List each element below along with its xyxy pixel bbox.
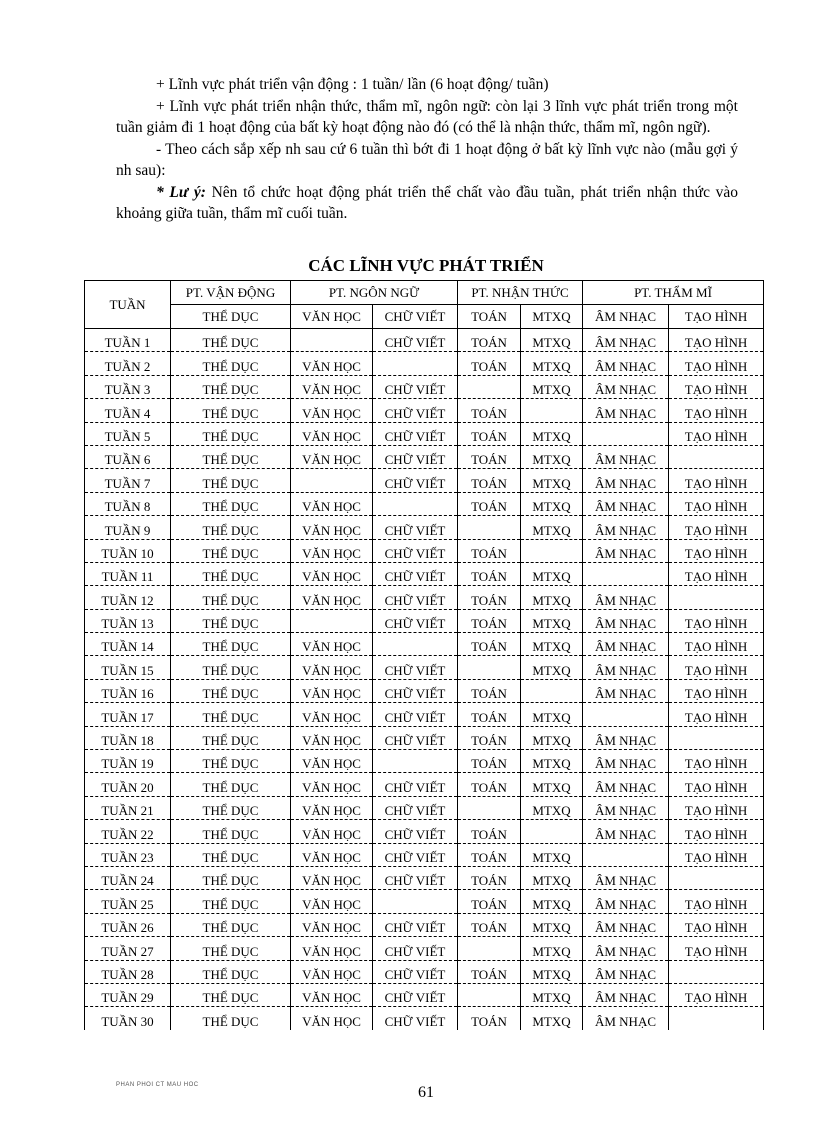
tao-hinh-cell: TẠO HÌNH	[669, 679, 764, 702]
am-nhac-cell: ÂM NHẠC	[583, 399, 669, 422]
table-row	[85, 773, 764, 796]
table-row	[85, 726, 764, 749]
mtxq-cell: MTXQ	[521, 937, 583, 960]
am-nhac-cell: ÂM NHẠC	[583, 469, 669, 492]
the-duc-cell: THỂ DỤC	[171, 703, 291, 726]
mtxq-cell: MTXQ	[521, 609, 583, 632]
chu-viet-cell	[373, 750, 458, 773]
van-hoc-cell: VĂN HỌC	[291, 750, 373, 773]
the-duc-cell: THỂ DỤC	[171, 1007, 291, 1030]
tao-hinh-cell: TẠO HÌNH	[669, 562, 764, 585]
mtxq-cell: MTXQ	[521, 843, 583, 866]
table-row	[85, 445, 764, 468]
chu-viet-cell: CHỮ VIẾT	[373, 656, 458, 679]
the-duc-cell: THỂ DỤC	[171, 726, 291, 749]
the-duc-cell: THỂ DỤC	[171, 913, 291, 936]
tao-hinh-cell: TẠO HÌNH	[669, 913, 764, 936]
header-the-duc: THỂ DỤC	[171, 305, 291, 329]
toan-cell: TOÁN	[458, 586, 521, 609]
chu-viet-cell: CHỮ VIẾT	[373, 562, 458, 585]
the-duc-cell: THỂ DỤC	[171, 960, 291, 983]
van-hoc-cell: VĂN HỌC	[291, 492, 373, 515]
table-header	[85, 281, 764, 329]
van-hoc-cell: VĂN HỌC	[291, 539, 373, 562]
toan-cell	[458, 796, 521, 819]
note-label: * Lư ý:	[156, 183, 206, 201]
intro-line-nhan-thuc: + Lĩnh vực phát triển nhận thức, thẩm mĩ, ngôn ngữ: còn lại 3 lĩnh vực phát triển trong một tuần giảm đi 1 hoạt động của bất kỳ hoạt động nào đó (có thể là nhận thức, thẩm mĩ, ngôn ngữ).	[116, 97, 738, 136]
am-nhac-cell: ÂM NHẠC	[583, 492, 669, 515]
week-cell: TUẦN 6	[85, 445, 171, 468]
van-hoc-cell: VĂN HỌC	[291, 445, 373, 468]
chu-viet-cell: CHỮ VIẾT	[373, 586, 458, 609]
van-hoc-cell: VĂN HỌC	[291, 983, 373, 1006]
van-hoc-cell: VĂN HỌC	[291, 399, 373, 422]
header-group-row	[85, 281, 764, 305]
the-duc-cell: THỂ DỤC	[171, 422, 291, 445]
table-body	[85, 329, 764, 1030]
table-row	[85, 399, 764, 422]
mtxq-cell: MTXQ	[521, 726, 583, 749]
toan-cell: TOÁN	[458, 726, 521, 749]
the-duc-cell: THỂ DỤC	[171, 492, 291, 515]
chu-viet-cell: CHỮ VIẾT	[373, 796, 458, 819]
am-nhac-cell	[583, 703, 669, 726]
toan-cell: TOÁN	[458, 679, 521, 702]
mtxq-cell: MTXQ	[521, 329, 583, 352]
note-text: Nên tổ chức hoạt động phát triển thể chất vào đầu tuần, phát triển nhận thức vào khoảng giữa tuần, thẩm mĩ cuối tuần.	[116, 183, 739, 222]
am-nhac-cell: ÂM NHẠC	[583, 726, 669, 749]
week-cell: TUẦN 5	[85, 422, 171, 445]
am-nhac-cell: ÂM NHẠC	[583, 983, 669, 1006]
table-row	[85, 820, 764, 843]
the-duc-cell: THỂ DỤC	[171, 866, 291, 889]
mtxq-cell: MTXQ	[521, 796, 583, 819]
chu-viet-cell: CHỮ VIẾT	[373, 445, 458, 468]
the-duc-cell: THỂ DỤC	[171, 796, 291, 819]
am-nhac-cell: ÂM NHẠC	[583, 796, 669, 819]
toan-cell: TOÁN	[458, 703, 521, 726]
week-cell: TUẦN 22	[85, 820, 171, 843]
header-toan: TOÁN	[458, 305, 521, 329]
header-group-tham-mi: PT. THẨM MĨ	[583, 281, 764, 305]
mtxq-cell: MTXQ	[521, 375, 583, 398]
van-hoc-cell: VĂN HỌC	[291, 633, 373, 656]
am-nhac-cell: ÂM NHẠC	[583, 539, 669, 562]
table-row	[85, 422, 764, 445]
chu-viet-cell: CHỮ VIẾT	[373, 469, 458, 492]
week-cell: TUẦN 2	[85, 352, 171, 375]
the-duc-cell: THỂ DỤC	[171, 375, 291, 398]
tao-hinh-cell	[669, 445, 764, 468]
week-cell: TUẦN 29	[85, 983, 171, 1006]
table-row	[85, 679, 764, 702]
tao-hinh-cell: TẠO HÌNH	[669, 820, 764, 843]
chu-viet-cell	[373, 633, 458, 656]
van-hoc-cell: VĂN HỌC	[291, 422, 373, 445]
chu-viet-cell: CHỮ VIẾT	[373, 609, 458, 632]
am-nhac-cell	[583, 422, 669, 445]
mtxq-cell: MTXQ	[521, 913, 583, 936]
van-hoc-cell: VĂN HỌC	[291, 516, 373, 539]
the-duc-cell: THỂ DỤC	[171, 983, 291, 1006]
the-duc-cell: THỂ DỤC	[171, 445, 291, 468]
van-hoc-cell: VĂN HỌC	[291, 843, 373, 866]
week-cell: TUẦN 8	[85, 492, 171, 515]
tao-hinh-cell: TẠO HÌNH	[669, 890, 764, 913]
schedule-table	[84, 280, 764, 1030]
van-hoc-cell: VĂN HỌC	[291, 562, 373, 585]
chu-viet-cell: CHỮ VIẾT	[373, 516, 458, 539]
tao-hinh-cell: TẠO HÌNH	[669, 796, 764, 819]
van-hoc-cell	[291, 469, 373, 492]
header-am-nhac: ÂM NHẠC	[583, 305, 669, 329]
van-hoc-cell	[291, 609, 373, 632]
am-nhac-cell: ÂM NHẠC	[583, 960, 669, 983]
table-row	[85, 539, 764, 562]
tao-hinh-cell: TẠO HÌNH	[669, 656, 764, 679]
the-duc-cell: THỂ DỤC	[171, 773, 291, 796]
van-hoc-cell: VĂN HỌC	[291, 937, 373, 960]
tao-hinh-cell: TẠO HÌNH	[669, 633, 764, 656]
toan-cell: TOÁN	[458, 1007, 521, 1030]
van-hoc-cell: VĂN HỌC	[291, 679, 373, 702]
van-hoc-cell: VĂN HỌC	[291, 913, 373, 936]
am-nhac-cell: ÂM NHẠC	[583, 773, 669, 796]
header-group-nhan-thuc: PT. NHẬN THỨC	[458, 281, 583, 305]
the-duc-cell: THỂ DỤC	[171, 656, 291, 679]
am-nhac-cell: ÂM NHẠC	[583, 375, 669, 398]
the-duc-cell: THỂ DỤC	[171, 352, 291, 375]
tao-hinh-cell: TẠO HÌNH	[669, 329, 764, 352]
footer-mark: PHAN PHOI CT MAU HOC	[116, 1082, 199, 1088]
tao-hinh-cell: TẠO HÌNH	[669, 422, 764, 445]
toan-cell: TOÁN	[458, 422, 521, 445]
am-nhac-cell: ÂM NHẠC	[583, 586, 669, 609]
am-nhac-cell: ÂM NHẠC	[583, 890, 669, 913]
table-row	[85, 750, 764, 773]
mtxq-cell: MTXQ	[521, 445, 583, 468]
mtxq-cell: MTXQ	[521, 562, 583, 585]
the-duc-cell: THỂ DỤC	[171, 329, 291, 352]
the-duc-cell: THỂ DỤC	[171, 843, 291, 866]
van-hoc-cell: VĂN HỌC	[291, 352, 373, 375]
toan-cell: TOÁN	[458, 539, 521, 562]
table-row	[85, 469, 764, 492]
am-nhac-cell: ÂM NHẠC	[583, 352, 669, 375]
tao-hinh-cell: TẠO HÌNH	[669, 703, 764, 726]
van-hoc-cell: VĂN HỌC	[291, 866, 373, 889]
am-nhac-cell: ÂM NHẠC	[583, 609, 669, 632]
week-cell: TUẦN 10	[85, 539, 171, 562]
chu-viet-cell: CHỮ VIẾT	[373, 866, 458, 889]
toan-cell: TOÁN	[458, 352, 521, 375]
toan-cell: TOÁN	[458, 773, 521, 796]
chu-viet-cell: CHỮ VIẾT	[373, 539, 458, 562]
toan-cell: TOÁN	[458, 890, 521, 913]
the-duc-cell: THỂ DỤC	[171, 609, 291, 632]
tao-hinh-cell: TẠO HÌNH	[669, 937, 764, 960]
the-duc-cell: THỂ DỤC	[171, 633, 291, 656]
the-duc-cell: THỂ DỤC	[171, 562, 291, 585]
mtxq-cell: MTXQ	[521, 586, 583, 609]
tao-hinh-cell: TẠO HÌNH	[669, 352, 764, 375]
table-row	[85, 796, 764, 819]
week-cell: TUẦN 20	[85, 773, 171, 796]
toan-cell: TOÁN	[458, 609, 521, 632]
week-cell: TUẦN 1	[85, 329, 171, 352]
chu-viet-cell: CHỮ VIẾT	[373, 703, 458, 726]
week-cell: TUẦN 13	[85, 609, 171, 632]
chu-viet-cell: CHỮ VIẾT	[373, 983, 458, 1006]
week-cell: TUẦN 3	[85, 375, 171, 398]
mtxq-cell: MTXQ	[521, 960, 583, 983]
mtxq-cell: MTXQ	[521, 656, 583, 679]
tao-hinh-cell: TẠO HÌNH	[669, 843, 764, 866]
the-duc-cell: THỂ DỤC	[171, 516, 291, 539]
header-sub-row	[85, 305, 764, 329]
intro-line-sap-xep: - Theo cách sắp xếp nh sau cứ 6 tuần thì bớt đi 1 hoạt động ở bất kỳ lĩnh vực nào (mẫu gợi ý nh sau):	[116, 140, 738, 179]
toan-cell	[458, 516, 521, 539]
chu-viet-cell: CHỮ VIẾT	[373, 937, 458, 960]
toan-cell	[458, 937, 521, 960]
header-mtxq: MTXQ	[521, 305, 583, 329]
tao-hinh-cell: TẠO HÌNH	[669, 609, 764, 632]
page-number: 61	[418, 1084, 434, 1101]
mtxq-cell: MTXQ	[521, 866, 583, 889]
toan-cell: TOÁN	[458, 820, 521, 843]
table-row	[85, 375, 764, 398]
week-cell: TUẦN 27	[85, 937, 171, 960]
mtxq-cell: MTXQ	[521, 422, 583, 445]
table-row	[85, 329, 764, 352]
header-van-hoc: VĂN HỌC	[291, 305, 373, 329]
toan-cell: TOÁN	[458, 960, 521, 983]
header-week: TUẦN	[85, 281, 171, 329]
mtxq-cell: MTXQ	[521, 750, 583, 773]
toan-cell: TOÁN	[458, 633, 521, 656]
chu-viet-cell	[373, 352, 458, 375]
header-group-van-dong: PT. VẬN ĐỘNG	[171, 281, 291, 305]
am-nhac-cell: ÂM NHẠC	[583, 656, 669, 679]
van-hoc-cell: VĂN HỌC	[291, 796, 373, 819]
van-hoc-cell: VĂN HỌC	[291, 820, 373, 843]
toan-cell: TOÁN	[458, 913, 521, 936]
the-duc-cell: THỂ DỤC	[171, 679, 291, 702]
week-cell: TUẦN 23	[85, 843, 171, 866]
the-duc-cell: THỂ DỤC	[171, 539, 291, 562]
chu-viet-cell: CHỮ VIẾT	[373, 422, 458, 445]
van-hoc-cell: VĂN HỌC	[291, 375, 373, 398]
chu-viet-cell: CHỮ VIẾT	[373, 679, 458, 702]
mtxq-cell: MTXQ	[521, 773, 583, 796]
week-cell: TUẦN 28	[85, 960, 171, 983]
am-nhac-cell: ÂM NHẠC	[583, 937, 669, 960]
the-duc-cell: THỂ DỤC	[171, 937, 291, 960]
week-cell: TUẦN 14	[85, 633, 171, 656]
mtxq-cell: MTXQ	[521, 352, 583, 375]
chu-viet-cell	[373, 492, 458, 515]
van-hoc-cell	[291, 329, 373, 352]
the-duc-cell: THỂ DỤC	[171, 890, 291, 913]
chu-viet-cell: CHỮ VIẾT	[373, 1007, 458, 1030]
mtxq-cell: MTXQ	[521, 983, 583, 1006]
am-nhac-cell: ÂM NHẠC	[583, 820, 669, 843]
van-hoc-cell: VĂN HỌC	[291, 586, 373, 609]
table-row	[85, 516, 764, 539]
chu-viet-cell: CHỮ VIẾT	[373, 843, 458, 866]
table-row	[85, 913, 764, 936]
tao-hinh-cell: TẠO HÌNH	[669, 750, 764, 773]
am-nhac-cell: ÂM NHẠC	[583, 1007, 669, 1030]
mtxq-cell: MTXQ	[521, 890, 583, 913]
the-duc-cell: THỂ DỤC	[171, 469, 291, 492]
chu-viet-cell: CHỮ VIẾT	[373, 820, 458, 843]
tao-hinh-cell: TẠO HÌNH	[669, 399, 764, 422]
toan-cell: TOÁN	[458, 492, 521, 515]
toan-cell: TOÁN	[458, 843, 521, 866]
mtxq-cell: MTXQ	[521, 703, 583, 726]
week-cell: TUẦN 25	[85, 890, 171, 913]
chu-viet-cell: CHỮ VIẾT	[373, 399, 458, 422]
chu-viet-cell: CHỮ VIẾT	[373, 726, 458, 749]
chu-viet-cell: CHỮ VIẾT	[373, 960, 458, 983]
intro-text	[116, 74, 738, 225]
tao-hinh-cell: TẠO HÌNH	[669, 492, 764, 515]
table-row	[85, 586, 764, 609]
toan-cell	[458, 375, 521, 398]
tao-hinh-cell	[669, 960, 764, 983]
toan-cell: TOÁN	[458, 469, 521, 492]
van-hoc-cell: VĂN HỌC	[291, 703, 373, 726]
table-row	[85, 352, 764, 375]
chu-viet-cell: CHỮ VIẾT	[373, 773, 458, 796]
header-chu-viet: CHỮ VIẾT	[373, 305, 458, 329]
toan-cell: TOÁN	[458, 750, 521, 773]
am-nhac-cell: ÂM NHẠC	[583, 516, 669, 539]
mtxq-cell: MTXQ	[521, 633, 583, 656]
week-cell: TUẦN 24	[85, 866, 171, 889]
van-hoc-cell: VĂN HỌC	[291, 656, 373, 679]
week-cell: TUẦN 18	[85, 726, 171, 749]
table-title: CÁC LĨNH VỰC PHÁT TRIỂN	[308, 256, 544, 275]
table-row	[85, 703, 764, 726]
mtxq-cell: MTXQ	[521, 469, 583, 492]
toan-cell	[458, 656, 521, 679]
tao-hinh-cell: TẠO HÌNH	[669, 539, 764, 562]
am-nhac-cell: ÂM NHẠC	[583, 866, 669, 889]
table-row	[85, 983, 764, 1006]
table-row	[85, 866, 764, 889]
chu-viet-cell: CHỮ VIẾT	[373, 329, 458, 352]
the-duc-cell: THỂ DỤC	[171, 399, 291, 422]
van-hoc-cell: VĂN HỌC	[291, 1007, 373, 1030]
van-hoc-cell: VĂN HỌC	[291, 890, 373, 913]
table-row	[85, 562, 764, 585]
chu-viet-cell	[373, 890, 458, 913]
chu-viet-cell: CHỮ VIẾT	[373, 375, 458, 398]
week-cell: TUẦN 17	[85, 703, 171, 726]
week-cell: TUẦN 12	[85, 586, 171, 609]
tao-hinh-cell	[669, 1007, 764, 1030]
week-cell: TUẦN 30	[85, 1007, 171, 1030]
toan-cell: TOÁN	[458, 329, 521, 352]
am-nhac-cell: ÂM NHẠC	[583, 679, 669, 702]
toan-cell: TOÁN	[458, 399, 521, 422]
week-cell: TUẦN 16	[85, 679, 171, 702]
van-hoc-cell: VĂN HỌC	[291, 960, 373, 983]
toan-cell: TOÁN	[458, 445, 521, 468]
mtxq-cell	[521, 399, 583, 422]
tao-hinh-cell	[669, 586, 764, 609]
table-row	[85, 937, 764, 960]
table-row	[85, 890, 764, 913]
intro-line-van-dong: + Lĩnh vực phát triển vận động : 1 tuần/ lần (6 hoạt động/ tuần)	[156, 76, 549, 93]
week-cell: TUẦN 26	[85, 913, 171, 936]
week-cell: TUẦN 21	[85, 796, 171, 819]
table-row	[85, 843, 764, 866]
the-duc-cell: THỂ DỤC	[171, 750, 291, 773]
mtxq-cell	[521, 820, 583, 843]
header-group-ngon-ngu: PT. NGÔN NGỮ	[291, 281, 458, 305]
mtxq-cell	[521, 679, 583, 702]
am-nhac-cell: ÂM NHẠC	[583, 633, 669, 656]
mtxq-cell: MTXQ	[521, 1007, 583, 1030]
van-hoc-cell: VĂN HỌC	[291, 726, 373, 749]
week-cell: TUẦN 11	[85, 562, 171, 585]
toan-cell: TOÁN	[458, 562, 521, 585]
table-row	[85, 1007, 764, 1030]
am-nhac-cell: ÂM NHẠC	[583, 445, 669, 468]
table-row	[85, 960, 764, 983]
am-nhac-cell: ÂM NHẠC	[583, 750, 669, 773]
week-cell: TUẦN 4	[85, 399, 171, 422]
the-duc-cell: THỂ DỤC	[171, 820, 291, 843]
mtxq-cell: MTXQ	[521, 492, 583, 515]
toan-cell: TOÁN	[458, 866, 521, 889]
intro-note	[116, 182, 738, 225]
tao-hinh-cell: TẠO HÌNH	[669, 469, 764, 492]
table-row	[85, 609, 764, 632]
tao-hinh-cell: TẠO HÌNH	[669, 375, 764, 398]
toan-cell	[458, 983, 521, 1006]
tao-hinh-cell: TẠO HÌNH	[669, 983, 764, 1006]
table-row	[85, 656, 764, 679]
header-tao-hinh: TẠO HÌNH	[669, 305, 764, 329]
am-nhac-cell	[583, 562, 669, 585]
week-cell: TUẦN 19	[85, 750, 171, 773]
tao-hinh-cell: TẠO HÌNH	[669, 773, 764, 796]
chu-viet-cell: CHỮ VIẾT	[373, 913, 458, 936]
mtxq-cell: MTXQ	[521, 516, 583, 539]
mtxq-cell	[521, 539, 583, 562]
table-row	[85, 492, 764, 515]
tao-hinh-cell	[669, 726, 764, 749]
the-duc-cell: THỂ DỤC	[171, 586, 291, 609]
week-cell: TUẦN 7	[85, 469, 171, 492]
am-nhac-cell: ÂM NHẠC	[583, 913, 669, 936]
am-nhac-cell: ÂM NHẠC	[583, 329, 669, 352]
van-hoc-cell: VĂN HỌC	[291, 773, 373, 796]
week-cell: TUẦN 9	[85, 516, 171, 539]
tao-hinh-cell	[669, 866, 764, 889]
am-nhac-cell	[583, 843, 669, 866]
tao-hinh-cell: TẠO HÌNH	[669, 516, 764, 539]
week-cell: TUẦN 15	[85, 656, 171, 679]
table-row	[85, 633, 764, 656]
